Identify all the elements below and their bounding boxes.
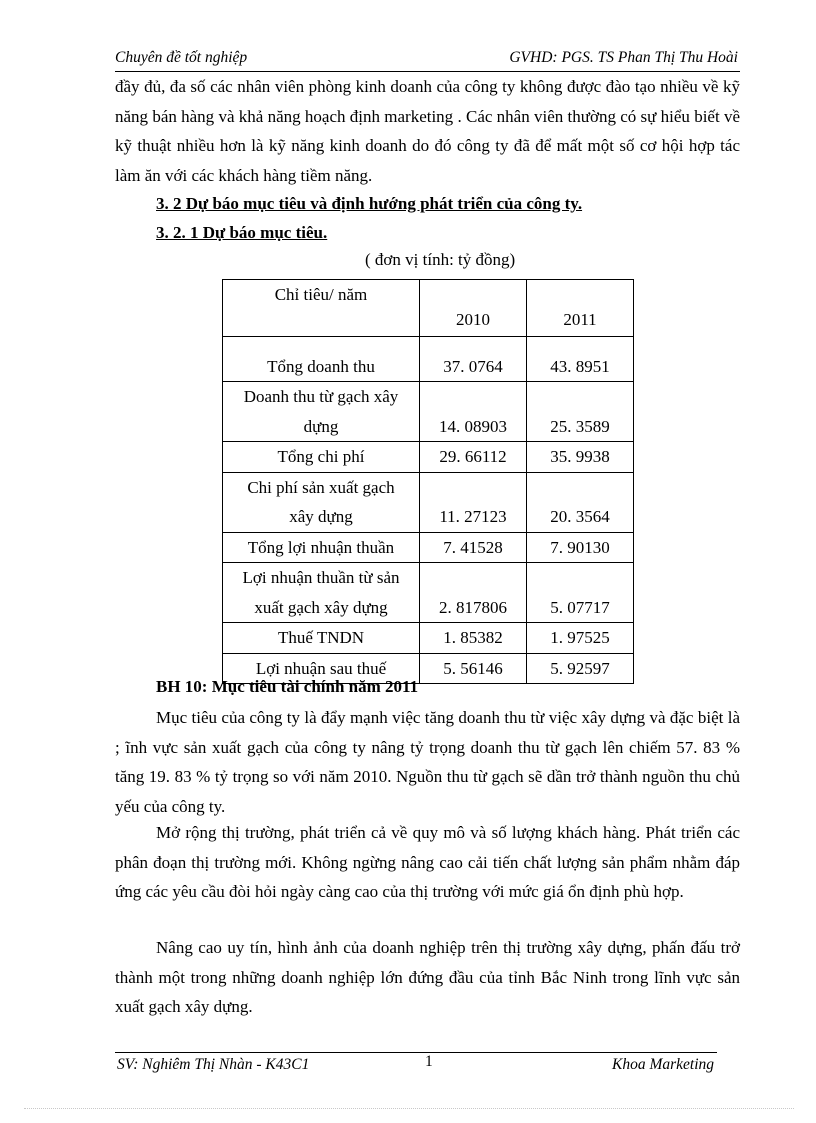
value-2011: 5. 92597 [527, 653, 634, 684]
page-header [115, 49, 740, 72]
row-label-line: xây dựng [289, 507, 353, 526]
value-2010: 29. 66112 [420, 442, 527, 473]
table-row [223, 442, 634, 473]
subsection-heading: 3. 2. 1 Dự báo mục tiêu. [156, 223, 328, 242]
value-2010: 2. 817806 [420, 563, 527, 623]
value-2010: 7. 41528 [420, 532, 527, 563]
row-label-line: Tổng lợi nhuận thuần [247, 537, 395, 557]
financial-target-table [222, 279, 634, 684]
row-label-line: Tổng chi phí [277, 447, 365, 466]
table-row [223, 382, 634, 442]
table-header-row [223, 280, 634, 337]
header-label-text: Chỉ tiêu/ năm [274, 285, 368, 304]
unit-note: ( đơn vị tính: tỷ đồng) [365, 250, 516, 269]
body-paragraph-2: Mở rộng thị trường, phát triển cả về quy mô và số lượng khách hàng. Phát triển các phân đoạn thị trường mới. Không ngừng nâng cao cải tiến chất lượng sản phẩm nhằm đáp ứng các yêu cầu đòi hỏi ngày càng cao của thị trường với mức giá ổn định phù hợp. [115, 823, 740, 901]
row-label-line: Lợi nhuận thuần từ sản [242, 568, 400, 587]
table-caption: BH 10: Mục tiêu tài chính năm 2011 [156, 677, 419, 696]
intro-paragraph: đầy đủ, đa số các nhân viên phòng kinh doanh của công ty không được đào tạo nhiều về kỹ năng bán hàng và khả năng hoạch định marketing . Các nhân viên thường có sự hiểu biết về kỹ thuật nhiều hơn là kỹ năng kinh doanh do đó công ty đã để mất một số cơ hội hợp tác làm ăn với các khách hàng tiềm năng. [115, 77, 740, 185]
row-label [223, 442, 420, 473]
row-label-line: Doanh thu từ gạch xây [243, 387, 399, 406]
body-paragraph-1: Mục tiêu của công ty là đẩy mạnh việc tăng doanh thu từ việc xây dựng và đặc biệt là ; ĩnh vực sản xuất gạch của công ty nâng tỷ trọng doanh thu từ gạch lên chiếm 57. 83 % tăng 19. 83 % tỷ trọng so với năm 2010. Nguồn thu từ gạch sẽ dần trở thành nguồn thu chủ yếu của công ty. [115, 708, 740, 816]
footer-divider [115, 1052, 717, 1053]
row-label-line: Tổng doanh thu [267, 356, 375, 376]
table-row [223, 623, 634, 654]
row-label-line: Thuế TNDN [277, 628, 365, 647]
footer-faculty: Khoa Marketing [612, 1056, 715, 1073]
table-row [223, 472, 634, 532]
body-paragraph-3: Nâng cao uy tín, hình ảnh của doanh nghiệp trên thị trường xây dựng, phấn đấu trở thành một trong những doanh nghiệp lớn đứng đầu của tỉnh Bắc Ninh trong lĩnh vực sản xuất gạch xây dựng. [115, 938, 740, 1016]
row-label-line: Lợi nhuận sau thuế [255, 658, 387, 678]
row-label-line: xuất gạch xây dựng [254, 597, 388, 617]
value-2011: 43. 8951 [527, 337, 634, 382]
row-label [223, 472, 420, 532]
row-label [223, 337, 420, 382]
value-2011: 7. 90130 [527, 532, 634, 563]
value-2011: 35. 9938 [527, 442, 634, 473]
table-row [223, 563, 634, 623]
row-label [223, 382, 420, 442]
table-header-label [223, 280, 420, 337]
value-2011: 20. 3564 [527, 472, 634, 532]
footer-student-name: SV: Nghiêm Thị Nhàn - K43C1 [117, 1056, 310, 1073]
table-header-year-2011: 2011 [527, 280, 634, 337]
row-label-line: Chi phí sản xuất gạch [247, 477, 395, 497]
row-label [223, 623, 420, 654]
row-label [223, 532, 420, 563]
value-2011: 5. 07717 [527, 563, 634, 623]
header-left-text: Chuyên đề tốt nghiệp [115, 49, 248, 66]
table-row [223, 337, 634, 382]
value-2010: 14. 08903 [420, 382, 527, 442]
table-header-year-2010: 2010 [420, 280, 527, 337]
value-2010: 37. 0764 [420, 337, 527, 382]
value-2011: 1. 97525 [527, 623, 634, 654]
header-right-text: GVHD: PGS. TS Phan Thị Thu Hoài [509, 49, 738, 66]
section-heading: 3. 2 Dự báo mục tiêu và định hướng phát triển của công ty. [156, 194, 583, 213]
table-row [223, 532, 634, 563]
value-2010: 1. 85382 [420, 623, 527, 654]
row-label [223, 563, 420, 623]
value-2011: 25. 3589 [527, 382, 634, 442]
page-number: 1 [425, 1053, 433, 1070]
value-2010: 11. 27123 [420, 472, 527, 532]
page-bottom-dotted-rule [24, 1108, 794, 1109]
row-label-line: dựng [303, 416, 339, 436]
value-2010: 5. 56146 [420, 653, 527, 684]
